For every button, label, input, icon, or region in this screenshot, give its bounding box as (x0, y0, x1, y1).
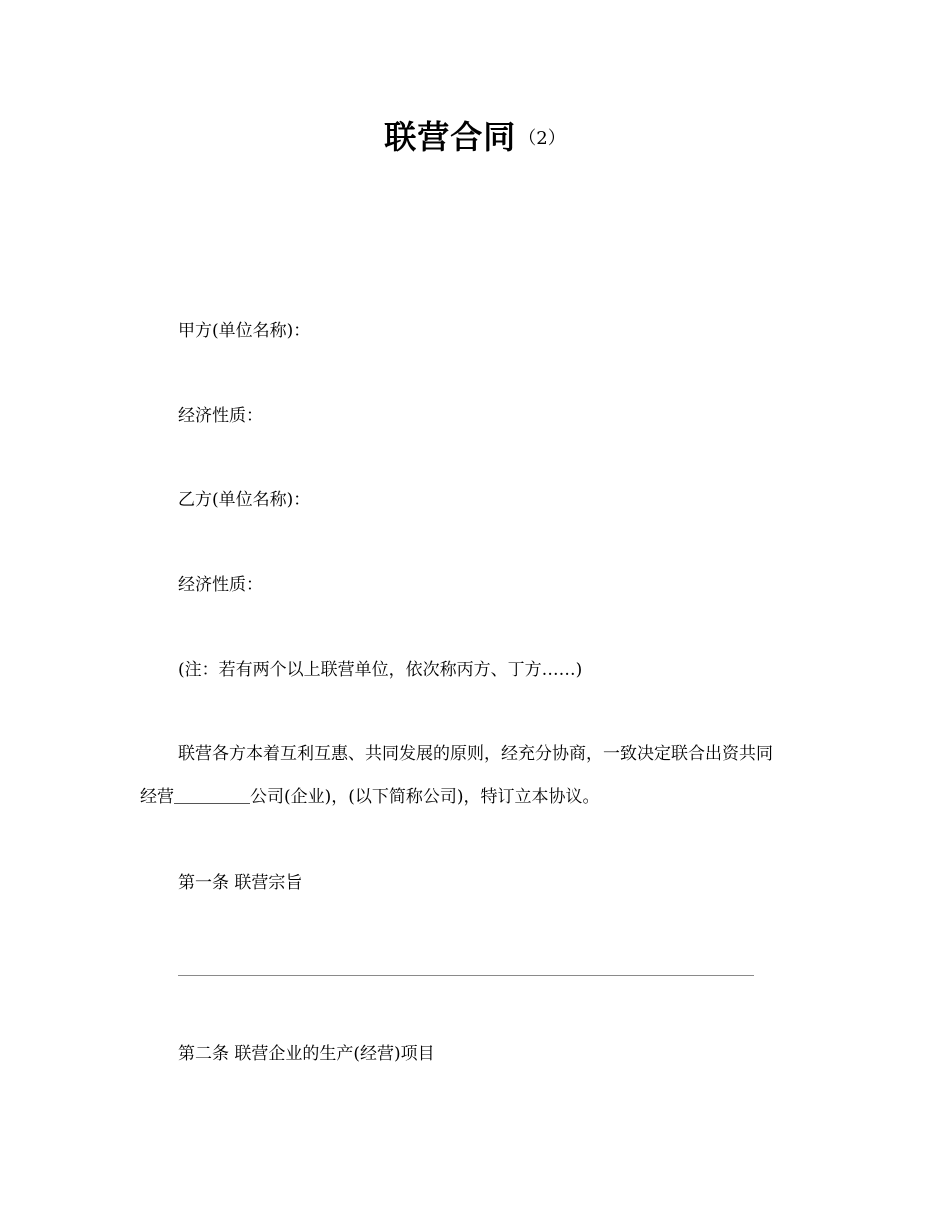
party-b-label: 乙方(单位名称)： (178, 490, 311, 510)
document-title (0, 112, 950, 158)
title-text: 联营合同 (384, 118, 517, 156)
article-1-heading: 第一条 联营宗旨 (178, 873, 303, 893)
note: (注：若有两个以上联营单位，依次称丙方、丁方……) (178, 660, 583, 680)
preamble-line-2 (140, 785, 820, 809)
preamble-line-2-end: 公司(企业)，(以下简称公司)，特订立本协议。 (250, 787, 600, 807)
preamble-line-1: 联营各方本着互利互惠、共同发展的原则，经充分协商，一致决定联合出资共同 (178, 744, 773, 764)
preamble-line-2-start: 经营 (140, 787, 174, 807)
article-2-heading: 第二条 联营企业的生产(经营)项目 (178, 1044, 435, 1064)
party-a-label: 甲方(单位名称)： (178, 321, 311, 341)
party-b-nature: 经济性质： (178, 575, 263, 595)
company-name-blank (174, 787, 250, 804)
fill-in-line (178, 975, 754, 976)
party-a-nature: 经济性质： (178, 406, 263, 426)
title-suffix: （2） (518, 128, 566, 149)
preamble-paragraph (140, 742, 820, 809)
